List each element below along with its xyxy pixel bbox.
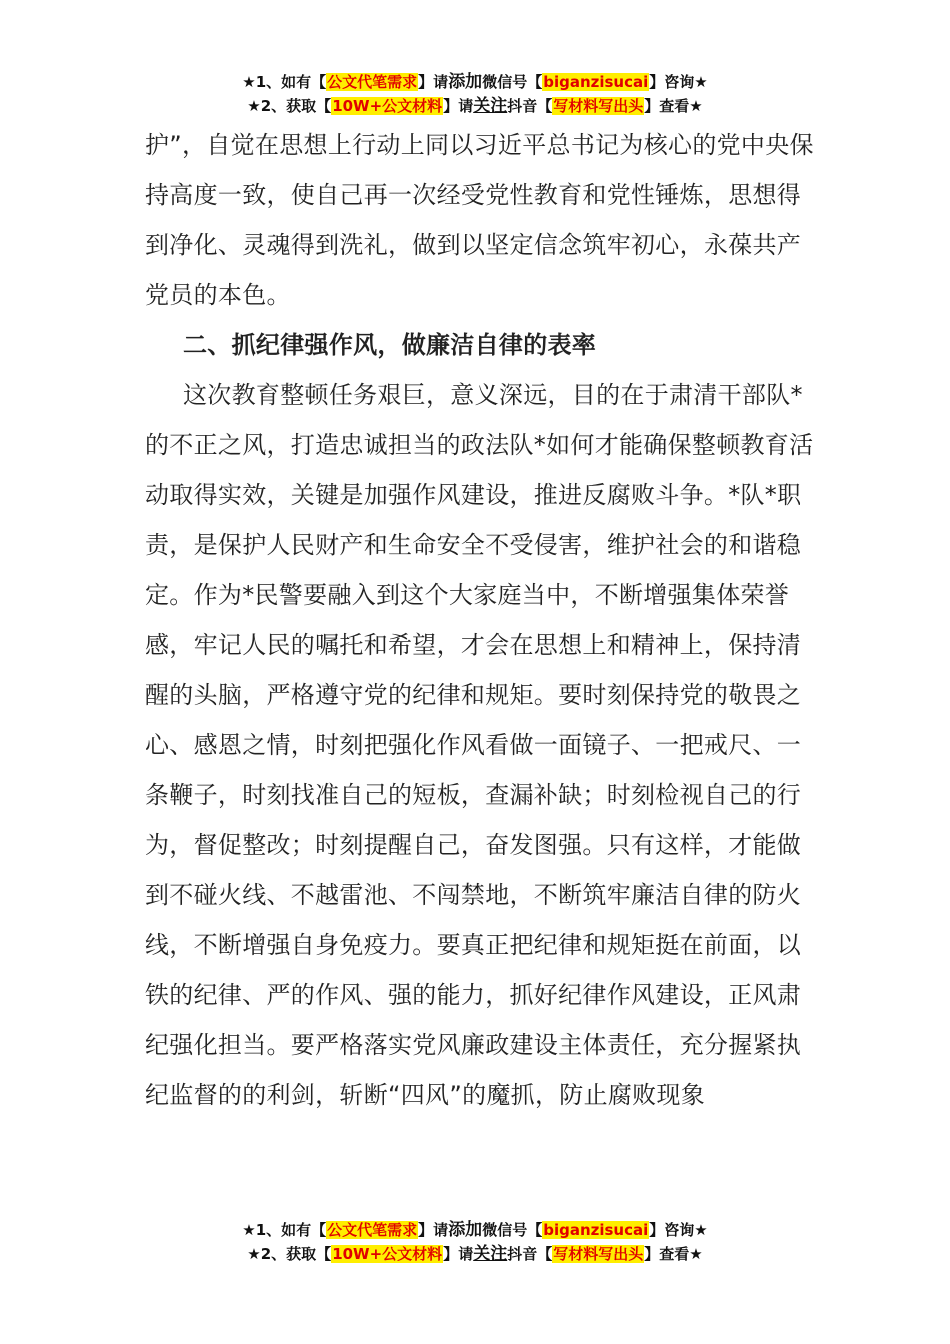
banner-highlight-douyin: 写材料写出头	[553, 97, 644, 115]
banner-text: 抖音【	[507, 1245, 553, 1263]
banner-line-2	[0, 94, 950, 118]
banner-text: 】请	[443, 97, 474, 115]
banner-highlight-materials: 10W+公文材料	[332, 97, 443, 115]
banner-line-2	[0, 1242, 950, 1266]
banner-text: 】请	[418, 73, 449, 91]
banner-emphasis: 添加	[448, 1220, 483, 1240]
banner-line-1	[0, 70, 950, 94]
banner-highlight-materials: 10W+公文材料	[332, 1245, 443, 1263]
banner-text: 】查看★	[644, 1245, 703, 1263]
banner-text: 微信号【	[482, 73, 543, 91]
banner-text: 】咨询★	[649, 73, 708, 91]
banner-text: 】请	[443, 1245, 474, 1263]
banner-text: 微信号【	[482, 1221, 543, 1239]
banner-highlight-service: 公文代笔需求	[327, 1221, 418, 1239]
banner-text: ★2、获取【	[247, 1245, 332, 1263]
bottom-banner	[0, 1218, 950, 1266]
banner-text: 】咨询★	[649, 1221, 708, 1239]
banner-highlight-douyin: 写材料写出头	[553, 1245, 644, 1263]
banner-highlight-wechat: biganzisucai	[543, 73, 649, 91]
banner-text: 】查看★	[644, 97, 703, 115]
banner-emphasis: 添加	[448, 72, 483, 92]
section-heading-2: 二、抓纪律强作风，做廉洁自律的表率	[183, 331, 597, 359]
banner-text: 抖音【	[507, 97, 553, 115]
paragraph-2: 这次教育整顿任务艰巨，意义深远，目的在于肃清干部队*的不正之风，打造忠诚担当的政法队*如何才能确保整顿教育活动取得实效，关键是加强作风建设，推进反腐败斗争。*队*职责，是保护人民财产和生命安全不受侵害，维护社会的和谐稳定。作为*民警要融入到这个大家庭当中，不断增强集体荣誉感，牢记人民的嘱托和希望，才会在思想上和精神上，保持清醒的头脑，严格遵守党的纪律和规矩。要时刻保持党的敬畏之心、感恩之情，时刻把强化作风看做一面镜子、一把戒尺、一条鞭子，时刻找准自己的短板，查漏补缺；时刻检视自己的行为，督促整改；时刻提醒自己，奋发图强。只有这样，才能做到不碰火线、不越雷池、不闯禁地，不断筑牢廉洁自律的防火线，不断增强自身免疫力。要真正把纪律和规矩挺在前面，以铁的纪律、严的作风、强的能力，抓好纪律作风建设，正风肃纪强化担当。要严格落实党风廉政建设主体责任，充分握紧执纪监督的的利剑，斩断“四风”的魔抓，防止腐败现象	[145, 381, 814, 1109]
banner-text: ★2、获取【	[247, 97, 332, 115]
paragraph-1: 护”，自觉在思想上行动上同以习近平总书记为核心的党中央保持高度一致，使自己再一次经受党性教育和党性锤炼，思想得到净化、灵魂得到洗礼，做到以坚定信念筑牢初心，永葆共产党员的本色。	[145, 131, 814, 309]
document-body	[145, 120, 825, 1120]
banner-emphasis: 关注	[473, 1244, 508, 1264]
banner-text: ★1、如有【	[242, 73, 327, 91]
banner-text: ★1、如有【	[242, 1221, 327, 1239]
banner-text: 】请	[418, 1221, 449, 1239]
top-banner	[0, 70, 950, 118]
banner-highlight-wechat: biganzisucai	[543, 1221, 649, 1239]
banner-highlight-service: 公文代笔需求	[327, 73, 418, 91]
banner-line-1	[0, 1218, 950, 1242]
banner-emphasis: 关注	[473, 96, 508, 116]
